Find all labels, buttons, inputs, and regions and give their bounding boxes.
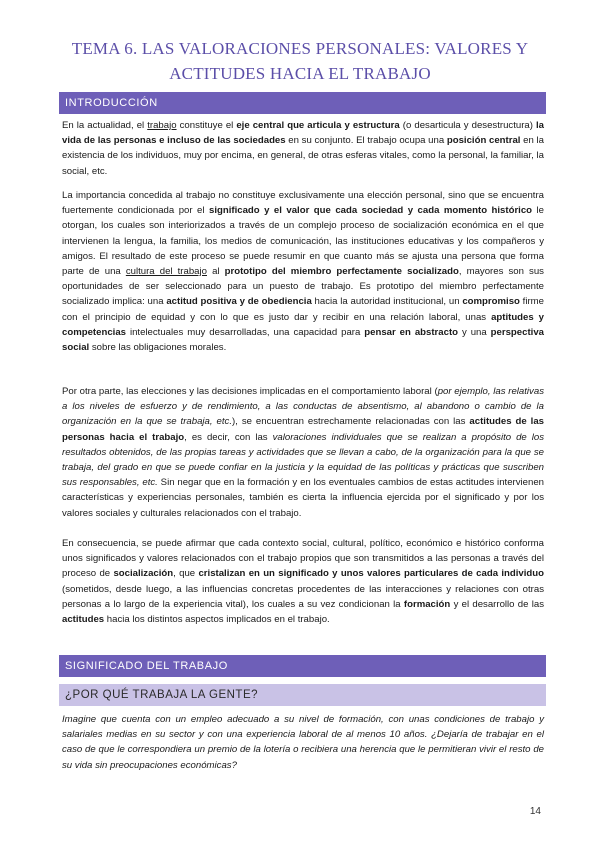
paragraph-5: Imagine que cuenta con un empleo adecuado a su nivel de formación, con unas condiciones de trabajo y salariales medias en su sector y con una experiencia laboral de al menos 10 años. ¿Dejaría de trabajar en el caso de que le correspondiera un premio de la lotería o recibiera una herencia que le permitieran vivir el resto de su vida sin preocupaciones económicas? [62, 714, 544, 771]
page-number: 14 [529, 806, 541, 817]
section-header-significado [59, 655, 546, 677]
section-header-label: INTRODUCCIÓN [65, 97, 158, 109]
subsection-header-porque [59, 684, 546, 706]
paragraph-3: Por otra parte, las elecciones y las decisiones implicadas en el comportamiento laboral (por ejemplo, las relativas a los niveles de esfuerzo y de rendimiento, a las conductas de absentismo, al abandono o cambio de la organización en la que se trabaja, etc.), se encuentran estrechamente relacionadas con las actitudes de las personas hacia el trabajo, es decir, con las valoraciones individuales que se realizan a propósito de los resultados obtenidos, de las propias tareas y actividades que se llevan a cabo, de la organización para la que se trabaja, del grado en que se puede confiar en la justicia y la equidad de las políticas y prácticas que suscriben sus responsables, etc. Sin negar que en la formación y en los eventuales cambios de estas actitudes intervienen características y experiencias personales, también es cierta la influencia ejercida por el significado y por los valores sociales y culturales relacionados con el trabajo. [62, 386, 545, 519]
section-header-label: SIGNIFICADO DEL TRABAJO [65, 660, 228, 672]
page-title: TEMA 6. LAS VALORACIONES PERSONALES: VALORES Y ACTITUDES HACIA EL TRABAJO [71, 39, 529, 83]
subsection-header-label: ¿POR QUÉ TRABAJA LA GENTE? [65, 689, 259, 701]
paragraph-4: En consecuencia, se puede afirmar que cada contexto social, cultural, político, económico e histórico conforma unos significados y valores relacionados con el trabajo propios que son transmitidos a las personas a través del proceso de socialización, que cristalizan en un significado y unos valores particulares de cada individuo (sometidos, desde luego, a las influencias concretas procedentes de las interacciones y relaciones con otras personas a lo largo de la experiencia vital), los cuales a su vez condicionan la formación y el desarrollo de las actitudes hacia los distintos aspectos implicados en el trabajo. [62, 538, 544, 626]
paragraph-2: La importancia concedida al trabajo no constituye exclusivamente una elección personal, sino que se encuentra fuertemente condicionada por el significado y el valor que cada sociedad y cada momento histórico le otorgan, los cuales son interiorizados a través de un complejo proceso de socialización económica en el que intervienen la lengua, la familia, los medios de comunicación, las instituciones educativas y los compañeros y amigos. El resultado de este proceso se puede resumir en que cuanto más se ajusta una persona que forma parte de una cultura del trabajo al prototipo del miembro perfectamente socializado, mayores son sus oportunidades de ser seleccionado para un puesto de trabajo. Es prototipo del miembro perfectamente socializado implica: una actitud positiva y de obediencia hacia la autoridad institucional, un compromiso firme con el principio de equidad y con lo que es justo dar y recibir en una relación laboral, unas aptitudes y competencias intelectuales muy desarrolladas, una capacidad para pensar en abstracto y una perspectiva social sobre las obligaciones morales. [62, 190, 544, 354]
paragraph-1: En la actualidad, el trabajo constituye el eje central que articula y estructura (o desarticula y desestructura) la vida de las personas e incluso de las sociedades en su conjunto. El trabajo ocupa una posición central en la existencia de los individuos, muy por encima, en general, de otras esferas vitales, como la personal, la familiar, la social, etc. [62, 120, 544, 177]
section-header-introduccion [59, 92, 546, 114]
